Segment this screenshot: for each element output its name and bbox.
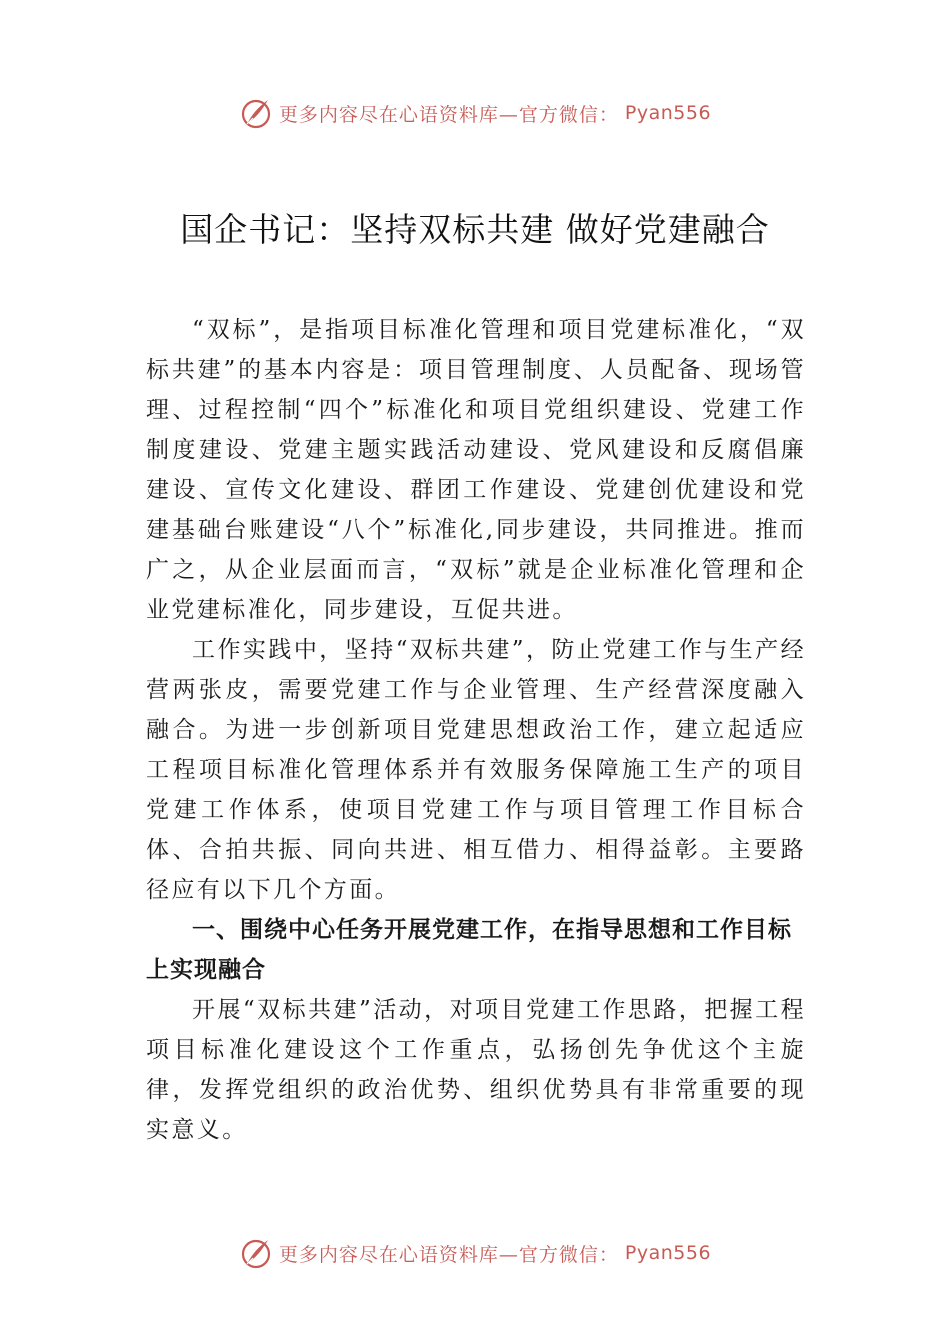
watermark-header [0, 96, 950, 130]
watermark-account: Pyan556 [624, 1242, 712, 1264]
section-heading: 一、围绕中心任务开展党建工作，在指导思想和工作目标上实现融合 [146, 917, 792, 983]
watermark-text: 更多内容尽在心语资料库—官方微信： [278, 103, 619, 126]
document-body [146, 310, 806, 1150]
quill-pen-logo-icon [239, 96, 273, 130]
quill-pen-logo-icon [239, 1236, 273, 1270]
paragraph: 开展“双标共建”活动，对项目党建工作思路，把握工程项目标准化建设这个工作重点，弘扬创先争优这个主旋律，发挥党组织的政治优势、组织优势具有非常重要的现实意义。 [146, 997, 806, 1143]
paragraph: “双标”，是指项目标准化管理和项目党建标准化，“双标共建”的基本内容是：项目管理制度、人员配备、现场管理、过程控制“四个”标准化和项目党组织建设、党建工作制度建设、党建主题实践活动建设、党风建设和反腐倡廉建设、宣传文化建设、群团工作建设、党建创优建设和党建基础台账建设“八个”标准化,同步建设，共同推进。推而广之，从企业层面而言，“双标”就是企业标准化管理和企业党建标准化，同步建设，互促共进。 [146, 317, 806, 623]
paragraph: 工作实践中，坚持“双标共建”，防止党建工作与生产经营两张皮，需要党建工作与企业管理、生产经营深度融入融合。为进一步创新项目党建思想政治工作，建立起适应工程项目标准化管理体系并有效服务保障施工生产的项目党建工作体系，使项目党建工作与项目管理工作目标合体、合拍共振、同向共进、相互借力、相得益彰。主要路径应有以下几个方面。 [146, 637, 806, 903]
document-title: 国企书记：坚持双标共建 做好党建融合 [180, 210, 770, 249]
watermark-account: Pyan556 [624, 102, 712, 124]
watermark-footer [0, 1236, 950, 1270]
watermark-text: 更多内容尽在心语资料库—官方微信： [278, 1243, 619, 1266]
